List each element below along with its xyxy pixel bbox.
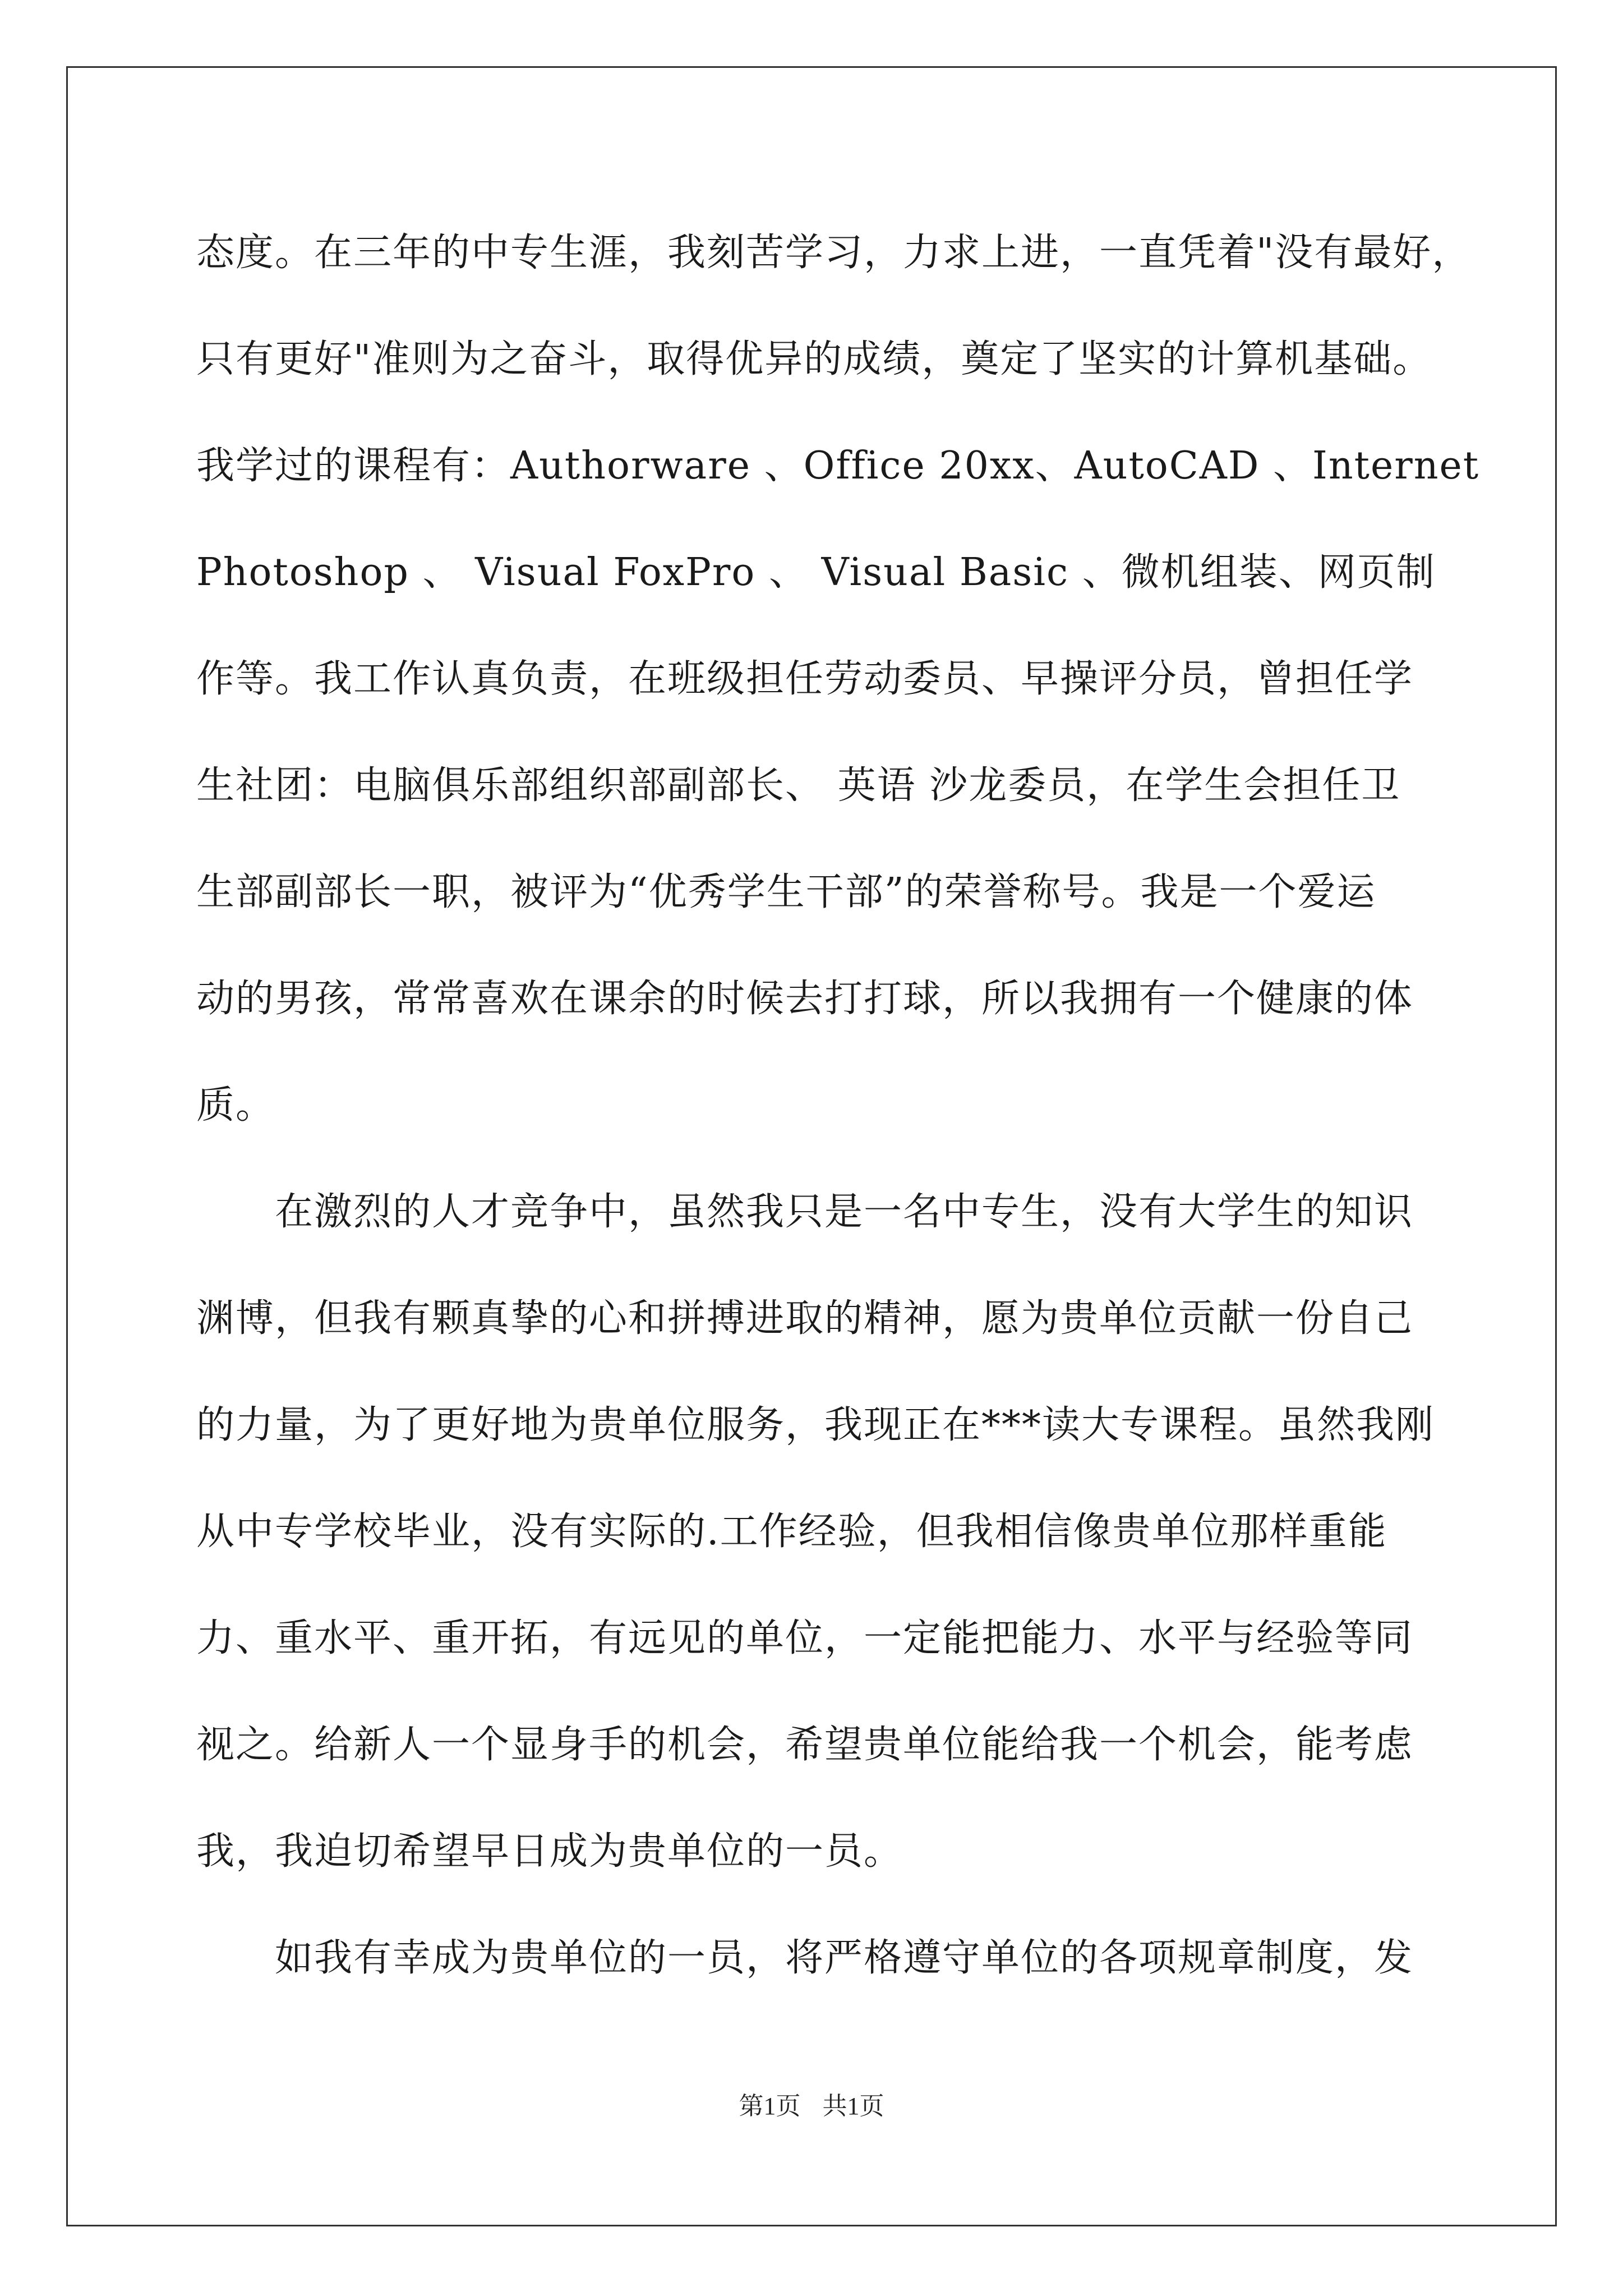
text-line-7: 生部副部长一职，被评为“优秀学生干部”的荣誉称号。我是一个爱运	[196, 870, 1376, 914]
text-line-3: 我学过的课程有：Authorware 、Office 20xx、AutoCAD 、Internet	[196, 444, 1480, 488]
page-total: 共1页	[822, 2092, 884, 2120]
text-line-4: Photoshop 、 Visual FoxPro 、 Visual Basic 、微机组装、网页制	[196, 550, 1436, 595]
text-line-15: 视之。给新人一个显身手的机会，希望贵单位能给我一个机会，能考虑	[196, 1723, 1414, 1767]
text-line-8: 动的男孩，常常喜欢在课余的时候去打打球，所以我拥有一个健康的体	[196, 977, 1414, 1021]
text-line-14: 力、重水平、重开拓，有远见的单位，一定能把能力、水平与经验等同	[196, 1616, 1414, 1660]
text-line-2: 只有更好"准则为之奋斗，取得优异的成绩，奠定了坚实的计算机基础。	[196, 337, 1432, 381]
text-line-5: 作等。我工作认真负责，在班级担任劳动委员、早操评分员，曾担任学	[196, 657, 1414, 701]
text-line-12: 的力量，为了更好地为贵单位服务，我现正在***读大专课程。虽然我刚	[196, 1403, 1435, 1447]
page-footer	[0, 2086, 1623, 2122]
text-line-1: 态度。在三年的中专生涯，我刻苦学习，力求上进，一直凭着"没有最好，	[196, 231, 1472, 275]
text-line-13: 从中专学校毕业，没有实际的.工作经验，但我相信像贵单位那样重能	[196, 1510, 1387, 1554]
text-line-9: 质。	[196, 1083, 275, 1128]
page-number: 第1页	[739, 2092, 801, 2120]
text-line-16: 我，我迫切希望早日成为贵单位的一员。	[196, 1829, 903, 1874]
text-line-17: 如我有幸成为贵单位的一员，将严格遵守单位的各项规章制度，发	[275, 1936, 1414, 1980]
text-line-10: 在激烈的人才竞争中，虽然我只是一名中专生，没有大学生的知识	[275, 1190, 1414, 1234]
text-line-11: 渊博，但我有颗真挚的心和拼搏进取的精神，愿为贵单位贡献一份自己	[196, 1296, 1414, 1341]
text-line-6: 生社团：电脑俱乐部组织部副部长、 英语 沙龙委员，在学生会担任卫	[196, 763, 1401, 808]
